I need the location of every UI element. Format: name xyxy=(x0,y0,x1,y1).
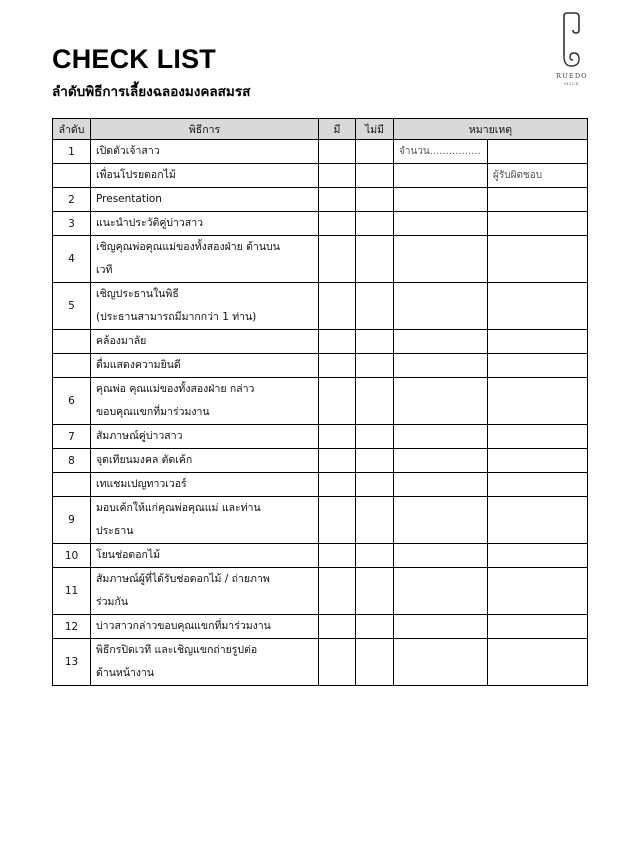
remark-amount-cell[interactable] xyxy=(394,473,488,497)
ceremony-item xyxy=(91,330,319,354)
remark-amount-cell[interactable] xyxy=(394,449,488,473)
yes-checkbox-cell[interactable] xyxy=(319,140,356,164)
logo-brand-text: RUEDO xyxy=(556,72,588,80)
ceremony-item-line: ประธาน xyxy=(96,525,134,537)
row-number: 9 xyxy=(53,497,91,544)
ceremony-item-line: สัมภาษณ์คู่บ่าวสาว xyxy=(96,430,183,442)
yes-checkbox-cell[interactable] xyxy=(319,212,356,236)
ceremony-item-line: จุดเทียนมงคล ตัดเค้ก xyxy=(96,454,193,466)
ceremony-item xyxy=(91,473,319,497)
row-number xyxy=(53,473,91,497)
table-row xyxy=(53,236,588,283)
yes-checkbox-cell[interactable] xyxy=(319,544,356,568)
ceremony-item-line: แนะนำประวัติคู่บ่าวสาว xyxy=(96,217,203,229)
no-checkbox-cell[interactable] xyxy=(356,330,394,354)
table-row xyxy=(53,188,588,212)
table-row xyxy=(53,544,588,568)
remark-note-cell[interactable] xyxy=(488,378,588,425)
column-header-no: ลำดับ xyxy=(53,119,91,140)
logo-mark-icon xyxy=(557,12,587,70)
no-checkbox-cell[interactable] xyxy=(356,212,394,236)
no-checkbox-cell[interactable] xyxy=(356,473,394,497)
remark-amount-cell[interactable] xyxy=(394,615,488,639)
ceremony-item xyxy=(91,164,319,188)
no-checkbox-cell[interactable] xyxy=(356,378,394,425)
yes-checkbox-cell[interactable] xyxy=(319,330,356,354)
yes-checkbox-cell[interactable] xyxy=(319,568,356,615)
remark-note-cell[interactable] xyxy=(488,236,588,283)
yes-checkbox-cell[interactable] xyxy=(319,639,356,686)
yes-checkbox-cell[interactable] xyxy=(319,425,356,449)
ceremony-item-line: คล้องมาลัย xyxy=(96,335,147,347)
remark-note-cell[interactable] xyxy=(488,425,588,449)
column-header-remark: หมายเหตุ xyxy=(394,119,588,140)
ceremony-item-line: เชิญคุณพ่อคุณแม่ของทั้งสองฝ่าย ด้านบน xyxy=(96,241,280,253)
table-row xyxy=(53,497,588,544)
remark-amount-cell[interactable] xyxy=(394,639,488,686)
ceremony-item xyxy=(91,140,319,164)
remark-note-cell[interactable] xyxy=(488,283,588,330)
ceremony-item-line: โยนช่อดอกไม้ xyxy=(96,549,161,561)
checklist-table xyxy=(52,118,588,686)
remark-amount-cell[interactable] xyxy=(394,497,488,544)
logo-tagline-text: MICE xyxy=(564,81,580,86)
table-row xyxy=(53,449,588,473)
remark-note-cell[interactable] xyxy=(488,330,588,354)
remark-amount-cell[interactable]: จำนวน................ xyxy=(394,140,488,164)
ceremony-item-line: เพื่อนโปรยดอกไม้ xyxy=(96,169,176,181)
remark-amount-cell[interactable] xyxy=(394,330,488,354)
column-header-no-have: ไม่มี xyxy=(356,119,394,140)
remark-note-cell[interactable] xyxy=(488,188,588,212)
row-number: 4 xyxy=(53,236,91,283)
ceremony-item-line: (ประธานสามารถมีมากกว่า 1 ท่าน) xyxy=(96,311,257,323)
row-number: 1 xyxy=(53,140,91,164)
ceremony-item xyxy=(91,544,319,568)
yes-checkbox-cell[interactable] xyxy=(319,283,356,330)
no-checkbox-cell[interactable] xyxy=(356,425,394,449)
table-row xyxy=(53,639,588,686)
no-checkbox-cell[interactable] xyxy=(356,449,394,473)
no-checkbox-cell[interactable] xyxy=(356,544,394,568)
yes-checkbox-cell[interactable] xyxy=(319,497,356,544)
remark-note-cell[interactable] xyxy=(488,615,588,639)
remark-note-cell[interactable] xyxy=(488,140,588,164)
ceremony-item-line: มอบเค้กให้แก่คุณพ่อคุณแม่ และท่าน xyxy=(96,502,261,514)
remark-amount-cell[interactable] xyxy=(394,544,488,568)
remark-note-cell[interactable] xyxy=(488,354,588,378)
ceremony-item-line: Presentation xyxy=(96,193,162,205)
table-row xyxy=(53,330,588,354)
ceremony-item-line: เวที xyxy=(96,264,113,276)
table-row xyxy=(53,354,588,378)
table-row xyxy=(53,164,588,188)
ceremony-item xyxy=(91,639,319,686)
remark-note-cell[interactable] xyxy=(488,449,588,473)
ceremony-item xyxy=(91,378,319,425)
remark-amount-cell[interactable] xyxy=(394,283,488,330)
table-row xyxy=(53,473,588,497)
ceremony-item-line: เปิดตัวเจ้าสาว xyxy=(96,145,160,157)
ceremony-item-line: คุณพ่อ คุณแม่ของทั้งสองฝ่าย กล่าว xyxy=(96,383,255,395)
row-number: 8 xyxy=(53,449,91,473)
yes-checkbox-cell[interactable] xyxy=(319,378,356,425)
row-number: 11 xyxy=(53,568,91,615)
remark-note-cell[interactable] xyxy=(488,639,588,686)
ceremony-item xyxy=(91,568,319,615)
remark-note-cell[interactable] xyxy=(488,568,588,615)
remark-note-cell[interactable] xyxy=(488,544,588,568)
yes-checkbox-cell[interactable] xyxy=(319,449,356,473)
remark-note-cell[interactable] xyxy=(488,212,588,236)
table-row xyxy=(53,378,588,425)
table-row xyxy=(53,212,588,236)
row-number: 13 xyxy=(53,639,91,686)
yes-checkbox-cell[interactable] xyxy=(319,164,356,188)
no-checkbox-cell[interactable] xyxy=(356,164,394,188)
yes-checkbox-cell[interactable] xyxy=(319,354,356,378)
remark-amount-cell[interactable] xyxy=(394,212,488,236)
no-checkbox-cell[interactable] xyxy=(356,497,394,544)
remark-amount-cell[interactable] xyxy=(394,164,488,188)
no-checkbox-cell[interactable] xyxy=(356,354,394,378)
table-row xyxy=(53,283,588,330)
ceremony-item xyxy=(91,449,319,473)
ceremony-item-line: เทแชมเปญทาวเวอร์ xyxy=(96,478,187,490)
row-number xyxy=(53,330,91,354)
remark-amount-cell[interactable] xyxy=(394,188,488,212)
row-number: 7 xyxy=(53,425,91,449)
ceremony-item-line: ดื่มแสดงความยินดี xyxy=(96,359,181,371)
ceremony-item xyxy=(91,615,319,639)
ceremony-item-line: ขอบคุณแขกที่มาร่วมงาน xyxy=(96,406,210,418)
row-number: 12 xyxy=(53,615,91,639)
ceremony-item-line: สัมภาษณ์ผู้ที่ได้รับช่อดอกไม้ / ถ่ายภาพ xyxy=(96,573,270,585)
table-row xyxy=(53,425,588,449)
page-title: CHECK LIST xyxy=(52,44,216,74)
ceremony-item-line: บ่าวสาวกล่าวขอบคุณแขกที่มาร่วมงาน xyxy=(96,620,271,632)
yes-checkbox-cell[interactable] xyxy=(319,236,356,283)
ceremony-item xyxy=(91,425,319,449)
ceremony-item xyxy=(91,188,319,212)
remark-note-cell[interactable] xyxy=(488,497,588,544)
row-number xyxy=(53,354,91,378)
table-row xyxy=(53,615,588,639)
remark-amount-cell[interactable] xyxy=(394,236,488,283)
table-row xyxy=(53,568,588,615)
ceremony-item xyxy=(91,236,319,283)
ceremony-item xyxy=(91,212,319,236)
no-checkbox-cell[interactable] xyxy=(356,639,394,686)
row-number: 3 xyxy=(53,212,91,236)
ceremony-item-line: พิธีกรปิดเวที และเชิญแขกถ่ายรูปต่อ xyxy=(96,644,258,656)
brand-logo xyxy=(548,12,596,102)
ceremony-item xyxy=(91,354,319,378)
yes-checkbox-cell[interactable] xyxy=(319,615,356,639)
ceremony-item-line: ด้านหน้างาน xyxy=(96,667,155,679)
row-number: 10 xyxy=(53,544,91,568)
ceremony-item xyxy=(91,497,319,544)
row-number: 2 xyxy=(53,188,91,212)
remark-amount-cell[interactable] xyxy=(394,354,488,378)
remark-amount-cell[interactable] xyxy=(394,378,488,425)
row-number: 5 xyxy=(53,283,91,330)
no-checkbox-cell[interactable] xyxy=(356,236,394,283)
remark-note-cell[interactable] xyxy=(488,473,588,497)
page-subtitle: ลำดับพิธีการเลี้ยงฉลองมงคลสมรส xyxy=(52,84,251,100)
no-checkbox-cell[interactable] xyxy=(356,188,394,212)
no-checkbox-cell[interactable] xyxy=(356,568,394,615)
ceremony-item-line: ร่วมกัน xyxy=(96,596,128,608)
table-row xyxy=(53,140,588,164)
column-header-ceremony: พิธีการ xyxy=(91,119,319,140)
remark-amount-cell[interactable] xyxy=(394,425,488,449)
remark-amount-cell[interactable] xyxy=(394,568,488,615)
yes-checkbox-cell[interactable] xyxy=(319,188,356,212)
ceremony-item xyxy=(91,283,319,330)
column-header-yes: มี xyxy=(319,119,356,140)
remark-note-cell[interactable]: ผู้รับผิดชอบ xyxy=(488,164,588,188)
no-checkbox-cell[interactable] xyxy=(356,283,394,330)
yes-checkbox-cell[interactable] xyxy=(319,473,356,497)
no-checkbox-cell[interactable] xyxy=(356,140,394,164)
ceremony-item-line: เชิญประธานในพิธี xyxy=(96,288,179,300)
table-header-row xyxy=(53,119,588,140)
row-number: 6 xyxy=(53,378,91,425)
row-number xyxy=(53,164,91,188)
no-checkbox-cell[interactable] xyxy=(356,615,394,639)
